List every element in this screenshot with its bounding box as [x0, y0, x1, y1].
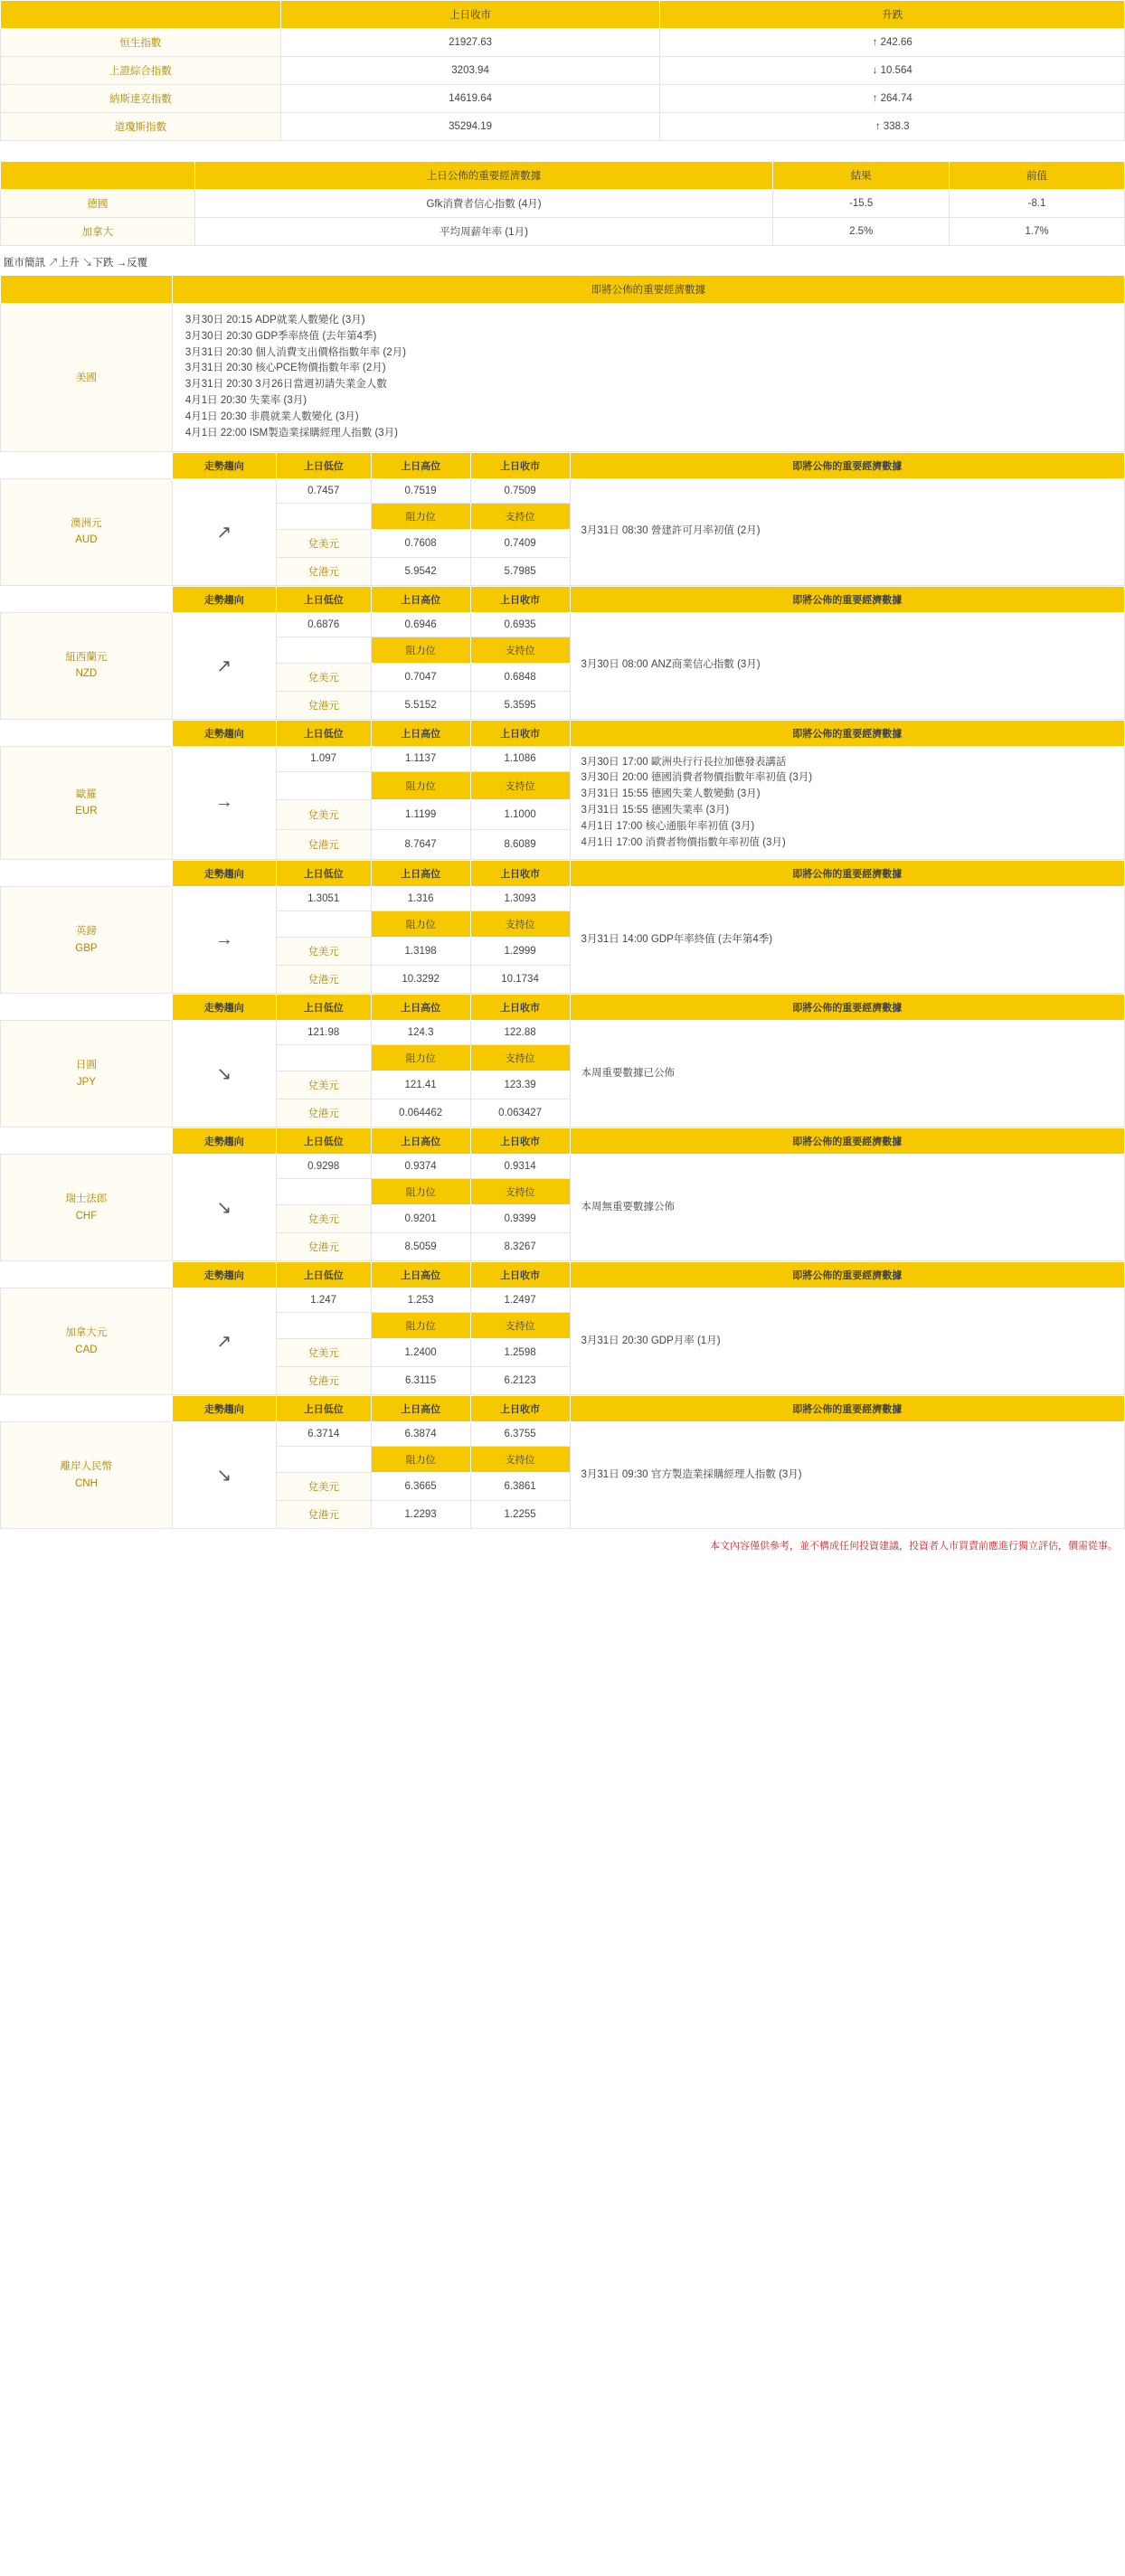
fx-header-close: 上日收市 [470, 1262, 570, 1288]
trend-legend: 匯市簡訊 ↗上升 ↘下跌 →反覆 [4, 258, 148, 269]
fx-day-close: 1.2497 [470, 1288, 570, 1313]
fx-day-high: 0.7519 [371, 478, 470, 503]
fx-header-news: 即將公佈的重要經濟數據 [570, 995, 1124, 1021]
indices-header-blank [1, 1, 281, 29]
fx-hkd-support: 6.2123 [470, 1367, 570, 1395]
fx-header-high: 上日高位 [371, 452, 470, 478]
fx-news-item: 3月30日 17:00 歐洲央行行長拉加德發表講話 [581, 756, 787, 768]
index-change: ↓ 10.564 [660, 57, 1125, 85]
fx-day-low: 1.097 [276, 746, 371, 772]
fx-usd-resistance: 0.7608 [371, 529, 470, 557]
fx-sub-spacer [276, 1179, 371, 1205]
indices-header-change: 升跌 [660, 1, 1125, 29]
fx-header-trend: 走勢趨向 [172, 586, 276, 612]
fx-day-high: 1.1137 [371, 746, 470, 772]
fx-news [570, 1422, 1124, 1529]
fx-hkd-resistance: 10.3292 [371, 966, 470, 994]
upcoming-event: 3月30日 20:30 GDP季率終值 (去年第4季) [184, 330, 377, 342]
fx-vs-hkd-label: 兌港元 [276, 1099, 371, 1128]
released-result: -15.5 [773, 190, 950, 218]
table-row [1, 85, 1125, 113]
fx-subheader-resistance: 阻力位 [371, 1313, 470, 1339]
fx-vs-usd-label: 兌美元 [276, 663, 371, 691]
fx-trend-arrow: ↗ [172, 1288, 276, 1395]
fx-header-close: 上日收市 [470, 861, 570, 887]
upcoming-event: 3月30日 20:15 ADP就業人數變化 (3月) [184, 315, 365, 326]
fx-header-low: 上日低位 [276, 861, 371, 887]
fx-hkd-resistance: 6.3115 [371, 1367, 470, 1395]
upcoming-event: 3月31日 20:30 3月26日當週初請失業金人數 [184, 379, 387, 391]
fx-block-eur [0, 720, 1125, 861]
index-close: 14619.64 [280, 85, 660, 113]
fx-news-item: 3月31日 15:55 德國失業率 (3月) [581, 804, 730, 816]
fx-header-low: 上日低位 [276, 1262, 371, 1288]
fx-sub-spacer [276, 637, 371, 663]
index-name: 恒生指數 [1, 29, 281, 57]
released-header-previous: 前值 [950, 162, 1125, 190]
fx-subheader-resistance: 阻力位 [371, 1179, 470, 1205]
fx-header-spacer [1, 720, 173, 746]
fx-header-spacer [1, 1262, 173, 1288]
fx-vs-usd-label: 兌美元 [276, 800, 371, 830]
fx-vs-hkd-label: 兌港元 [276, 1233, 371, 1261]
fx-trend-arrow: ↘ [172, 1021, 276, 1128]
fx-hkd-support: 1.2255 [470, 1501, 570, 1529]
fx-hkd-resistance: 0.064462 [371, 1099, 470, 1128]
upcoming-event: 4月1日 20:30 非農就業人數變化 (3月) [184, 410, 359, 422]
table-row [1, 887, 1125, 911]
fx-hkd-support: 8.3267 [470, 1233, 570, 1261]
fx-subheader-resistance: 阻力位 [371, 772, 470, 800]
fx-currency-name: 離岸人民幣 CNH [1, 1422, 173, 1529]
fx-hkd-resistance: 8.5059 [371, 1233, 470, 1261]
fx-subheader-resistance: 阻力位 [371, 503, 470, 529]
index-name: 道瓊斯指數 [1, 113, 281, 141]
fx-day-low: 0.9298 [276, 1155, 371, 1179]
fx-header-row [1, 586, 1125, 612]
fx-subheader-resistance: 阻力位 [371, 637, 470, 663]
fx-subheader-support: 支持位 [470, 637, 570, 663]
fx-header-low: 上日低位 [276, 586, 371, 612]
fx-vs-usd-label: 兌美元 [276, 938, 371, 966]
table-row [1, 1422, 1125, 1447]
fx-vs-usd-label: 兌美元 [276, 1071, 371, 1099]
fx-day-close: 0.6935 [470, 612, 570, 637]
fx-day-close: 1.1086 [470, 746, 570, 772]
fx-subheader-support: 支持位 [470, 503, 570, 529]
index-change: ↑ 264.74 [660, 85, 1125, 113]
fx-sub-spacer [276, 503, 371, 529]
fx-vs-hkd-label: 兌港元 [276, 557, 371, 585]
fx-hkd-support: 8.6089 [470, 830, 570, 860]
fx-header-spacer [1, 586, 173, 612]
released-header-row [1, 162, 1125, 190]
fx-currency-name: 英鎊 GBP [1, 887, 173, 994]
index-name: 上證綜合指數 [1, 57, 281, 85]
table-row [1, 57, 1125, 85]
fx-hkd-support: 5.7985 [470, 557, 570, 585]
fx-header-trend: 走勢趨向 [172, 720, 276, 746]
fx-currency-name: 澳洲元 AUD [1, 478, 173, 585]
fx-day-close: 6.3755 [470, 1422, 570, 1447]
fx-day-low: 0.6876 [276, 612, 371, 637]
fx-news-item: 3月30日 08:00 ANZ商業信心指數 (3月) [581, 659, 761, 671]
fx-day-low: 1.247 [276, 1288, 371, 1313]
fx-news-item: 4月1日 17:00 核心通脹年率初值 (3月) [581, 820, 755, 832]
fx-sub-spacer [276, 1447, 371, 1473]
fx-day-high: 1.316 [371, 887, 470, 911]
fx-subheader-resistance: 阻力位 [371, 911, 470, 938]
upcoming-us-table [0, 275, 1125, 452]
fx-header-news: 即將公佈的重要經濟數據 [570, 720, 1125, 746]
fx-header-high: 上日高位 [371, 1396, 470, 1422]
fx-subheader-support: 支持位 [470, 772, 570, 800]
table-row [1, 113, 1125, 141]
fx-day-high: 1.253 [371, 1288, 470, 1313]
fx-header-news: 即將公佈的重要經濟數據 [570, 1128, 1124, 1155]
released-data-table [0, 161, 1125, 246]
fx-usd-support: 123.39 [470, 1071, 570, 1099]
table-row [1, 1155, 1125, 1179]
fx-news [570, 612, 1124, 719]
fx-hkd-resistance: 8.7647 [371, 830, 470, 860]
fx-header-trend: 走勢趨向 [172, 1262, 276, 1288]
fx-vs-hkd-label: 兌港元 [276, 1501, 371, 1529]
released-previous: 1.7% [950, 218, 1125, 246]
fx-vs-usd-label: 兌美元 [276, 1473, 371, 1501]
fx-news [570, 1021, 1124, 1128]
index-close: 21927.63 [280, 29, 660, 57]
upcoming-event: 3月31日 20:30 個人消費支出價格指數年率 (2月) [184, 346, 406, 358]
fx-sub-spacer [276, 772, 371, 800]
index-close: 3203.94 [280, 57, 660, 85]
fx-news [570, 1288, 1125, 1395]
fx-day-low: 0.7457 [276, 478, 371, 503]
table-row [1, 612, 1125, 637]
fx-news-item: 3月31日 15:55 德國失業人數變動 (3月) [581, 788, 761, 800]
fx-header-news: 即將公佈的重要經濟數據 [570, 586, 1124, 612]
fx-usd-resistance: 121.41 [371, 1071, 470, 1099]
fx-header-row [1, 1128, 1125, 1155]
indices-header-close: 上日收市 [280, 1, 660, 29]
fx-block-nzd [0, 586, 1125, 720]
fx-news-item: 3月30日 20:00 德國消費者物價指數年率初值 (3月) [581, 772, 813, 784]
fx-header-news: 即將公佈的重要經濟數據 [570, 452, 1124, 478]
fx-header-trend: 走勢趨向 [172, 452, 276, 478]
upcoming-header-row [1, 276, 1125, 304]
fx-day-high: 0.6946 [371, 612, 470, 637]
fx-trend-arrow: ↗ [172, 612, 276, 719]
table-row [1, 1021, 1125, 1045]
fx-header-row [1, 1396, 1125, 1422]
fx-news [570, 746, 1125, 860]
table-row [1, 478, 1125, 503]
fx-day-high: 0.9374 [371, 1155, 470, 1179]
fx-usd-support: 0.6848 [470, 663, 570, 691]
fx-currency-name: 加拿大元 CAD [1, 1288, 173, 1395]
fx-trend-arrow: ↗ [172, 478, 276, 585]
fx-vs-usd-label: 兌美元 [276, 1205, 371, 1233]
index-name: 納斯達克指數 [1, 85, 281, 113]
fx-header-row [1, 720, 1125, 746]
fx-usd-resistance: 1.2400 [371, 1339, 470, 1367]
released-event: Gfk消費者信心指數 (4月) [194, 190, 772, 218]
fx-news-item: 4月1日 17:00 消費者物價指數年率初值 (3月) [581, 836, 786, 848]
fx-block-aud [0, 452, 1125, 586]
fx-trend-arrow: → [172, 887, 276, 994]
upcoming-country: 美國 [1, 304, 173, 452]
upcoming-events-list [172, 304, 1124, 452]
fx-trend-arrow: ↘ [172, 1422, 276, 1529]
fx-usd-support: 6.3861 [470, 1473, 570, 1501]
fx-news-item: 3月31日 08:30 營建許可月率初值 (2月) [581, 525, 761, 537]
fx-hkd-support: 5.3595 [470, 691, 570, 719]
released-event: 平均周薪年率 (1月) [194, 218, 772, 246]
fx-usd-resistance: 1.1199 [371, 800, 470, 830]
fx-header-close: 上日收市 [470, 1396, 570, 1422]
fx-header-close: 上日收市 [470, 1128, 570, 1155]
fx-hkd-resistance: 5.5152 [371, 691, 470, 719]
fx-header-row [1, 452, 1125, 478]
fx-subheader-resistance: 阻力位 [371, 1447, 470, 1473]
fx-subheader-support: 支持位 [470, 1447, 570, 1473]
fx-block-jpy [0, 994, 1125, 1128]
fx-header-spacer [1, 995, 173, 1021]
fx-currency-name: 日圓 JPY [1, 1021, 173, 1128]
fx-header-high: 上日高位 [371, 586, 470, 612]
fx-news [570, 478, 1124, 585]
fx-block-chf [0, 1128, 1125, 1261]
fx-subheader-support: 支持位 [470, 1179, 570, 1205]
table-row [1, 1288, 1125, 1313]
fx-header-news: 即將公佈的重要經濟數據 [570, 1396, 1124, 1422]
fx-news-item: 3月31日 09:30 官方製造業採購經理人指數 (3月) [581, 1468, 802, 1480]
fx-header-high: 上日高位 [371, 861, 470, 887]
fx-vs-hkd-label: 兌港元 [276, 966, 371, 994]
fx-vs-usd-label: 兌美元 [276, 1339, 371, 1367]
upcoming-event: 3月31日 20:30 核心PCE物價指數年率 (2月) [184, 363, 386, 374]
released-country: 德國 [1, 190, 195, 218]
fx-day-close: 0.7509 [470, 478, 570, 503]
fx-usd-support: 1.2999 [470, 938, 570, 966]
table-row [1, 746, 1125, 772]
fx-news-item: 本周重要數據已公佈 [581, 1067, 676, 1079]
released-country: 加拿大 [1, 218, 195, 246]
fx-news-item: 3月31日 14:00 GDP年率終值 (去年第4季) [581, 933, 773, 945]
fx-news-item: 本周無重要數據公佈 [581, 1201, 676, 1213]
fx-hkd-support: 10.1734 [470, 966, 570, 994]
fx-news [570, 887, 1124, 994]
index-change: ↑ 242.66 [660, 29, 1125, 57]
fx-currency-name: 歐羅 EUR [1, 746, 173, 860]
fx-vs-hkd-label: 兌港元 [276, 1367, 371, 1395]
fx-header-spacer [1, 861, 173, 887]
table-row [1, 190, 1125, 218]
fx-header-low: 上日低位 [276, 1128, 371, 1155]
fx-subheader-support: 支持位 [470, 1045, 570, 1071]
fx-header-high: 上日高位 [371, 720, 470, 746]
table-row [1, 304, 1125, 452]
upcoming-header-title: 即將公佈的重要經濟數據 [172, 276, 1124, 304]
fx-day-high: 124.3 [371, 1021, 470, 1045]
fx-usd-support: 1.2598 [470, 1339, 570, 1367]
fx-header-high: 上日高位 [371, 1262, 470, 1288]
upcoming-event: 4月1日 20:30 失業率 (3月) [184, 395, 307, 407]
fx-header-news: 即將公佈的重要經濟數據 [570, 1262, 1125, 1288]
fx-block-cad [0, 1261, 1125, 1395]
fx-day-close: 122.88 [470, 1021, 570, 1045]
indices-header-row [1, 1, 1125, 29]
fx-vs-usd-label: 兌美元 [276, 529, 371, 557]
fx-blocks-container [0, 452, 1125, 1530]
fx-header-low: 上日低位 [276, 995, 371, 1021]
fx-block-gbp [0, 860, 1125, 994]
fx-usd-resistance: 0.7047 [371, 663, 470, 691]
fx-header-trend: 走勢趨向 [172, 1128, 276, 1155]
index-close: 35294.19 [280, 113, 660, 141]
released-previous: -8.1 [950, 190, 1125, 218]
fx-header-high: 上日高位 [371, 995, 470, 1021]
fx-usd-support: 0.9399 [470, 1205, 570, 1233]
fx-vs-hkd-label: 兌港元 [276, 830, 371, 860]
fx-hkd-support: 0.063427 [470, 1099, 570, 1128]
fx-subheader-support: 支持位 [470, 911, 570, 938]
fx-day-close: 1.3093 [470, 887, 570, 911]
fx-subheader-resistance: 阻力位 [371, 1045, 470, 1071]
disclaimer-text: 本文內容僅供參考，並不構成任何投資建議，投資者人市買賣前應進行獨立評估，價需從事。 [710, 1541, 1118, 1552]
fx-header-row [1, 995, 1125, 1021]
fx-trend-arrow: ↘ [172, 1155, 276, 1261]
fx-usd-resistance: 0.9201 [371, 1205, 470, 1233]
fx-news-item: 3月31日 20:30 GDP月率 (1月) [581, 1335, 721, 1346]
fx-header-row [1, 1262, 1125, 1288]
fx-currency-name: 瑞士法郎 CHF [1, 1155, 173, 1261]
fx-day-low: 6.3714 [276, 1422, 371, 1447]
fx-header-spacer [1, 452, 173, 478]
fx-header-close: 上日收市 [470, 452, 570, 478]
fx-day-high: 6.3874 [371, 1422, 470, 1447]
fx-header-close: 上日收市 [470, 720, 570, 746]
fx-usd-resistance: 6.3665 [371, 1473, 470, 1501]
fx-header-low: 上日低位 [276, 1396, 371, 1422]
released-header-event: 上日公佈的重要經濟數據 [194, 162, 772, 190]
fx-day-close: 0.9314 [470, 1155, 570, 1179]
fx-trend-arrow: → [172, 746, 276, 860]
fx-header-spacer [1, 1128, 173, 1155]
upcoming-header-blank [1, 276, 173, 304]
fx-usd-resistance: 1.3198 [371, 938, 470, 966]
upcoming-event: 4月1日 22:00 ISM製造業採購經理人指數 (3月) [184, 427, 398, 439]
fx-vs-hkd-label: 兌港元 [276, 691, 371, 719]
fx-header-spacer [1, 1396, 173, 1422]
fx-sub-spacer [276, 911, 371, 938]
fx-header-news: 即將公佈的重要經濟數據 [570, 861, 1124, 887]
fx-header-high: 上日高位 [371, 1128, 470, 1155]
fx-usd-support: 1.1000 [470, 800, 570, 830]
indices-table [0, 0, 1125, 141]
released-header-result: 結果 [773, 162, 950, 190]
fx-header-close: 上日收市 [470, 586, 570, 612]
fx-header-row [1, 861, 1125, 887]
fx-header-close: 上日收市 [470, 995, 570, 1021]
fx-header-trend: 走勢趨向 [172, 1396, 276, 1422]
released-result: 2.5% [773, 218, 950, 246]
fx-header-low: 上日低位 [276, 720, 371, 746]
table-row [1, 29, 1125, 57]
fx-day-low: 1.3051 [276, 887, 371, 911]
fx-currency-name: 紐西蘭元 NZD [1, 612, 173, 719]
table-row [1, 218, 1125, 246]
fx-header-trend: 走勢趨向 [172, 995, 276, 1021]
released-header-blank [1, 162, 195, 190]
fx-day-low: 121.98 [276, 1021, 371, 1045]
fx-sub-spacer [276, 1045, 371, 1071]
fx-hkd-resistance: 1.2293 [371, 1501, 470, 1529]
fx-usd-support: 0.7409 [470, 529, 570, 557]
fx-header-trend: 走勢趨向 [172, 861, 276, 887]
index-change: ↑ 338.3 [660, 113, 1125, 141]
fx-subheader-support: 支持位 [470, 1313, 570, 1339]
fx-sub-spacer [276, 1313, 371, 1339]
fx-block-cnh [0, 1395, 1125, 1529]
fx-hkd-resistance: 5.9542 [371, 557, 470, 585]
fx-header-low: 上日低位 [276, 452, 371, 478]
fx-news [570, 1155, 1124, 1261]
